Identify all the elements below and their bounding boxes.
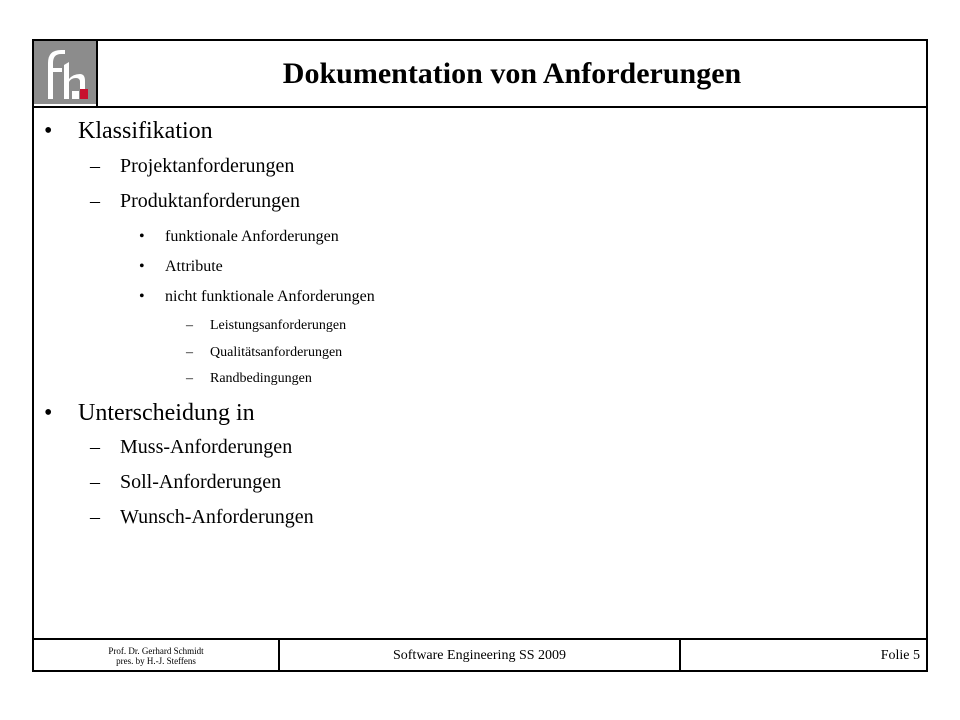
- subitem-label: Produktanforderungen: [120, 190, 300, 212]
- slide-footer: [34, 638, 926, 672]
- level4-qualitaetsanforderungen: [186, 345, 342, 361]
- subitem-projektanforderungen: [90, 155, 294, 178]
- footer-slide-number: Folie 5: [880, 648, 920, 663]
- subsubitem-funktionale: [139, 228, 339, 246]
- subitem-muss: [90, 436, 292, 459]
- dash-marker: –: [186, 345, 193, 360]
- subitem-produktanforderungen: [90, 190, 300, 213]
- footer-author: [34, 640, 280, 672]
- bullet-marker: •: [44, 118, 53, 144]
- subitem-label: Soll-Anforderungen: [120, 471, 282, 493]
- bullet-marker: •: [139, 258, 145, 275]
- subsubitem-label: funktionale Anforderungen: [165, 228, 339, 245]
- dash-marker: –: [90, 190, 100, 212]
- slide-frame: [32, 39, 928, 672]
- subitem-soll: [90, 471, 281, 494]
- dash-marker: –: [90, 436, 100, 458]
- bullet-label: Klassifikation: [78, 118, 213, 144]
- slide-title: Dokumentation von Anforderungen: [282, 56, 742, 90]
- dash-marker: –: [90, 155, 100, 177]
- bullet-marker: •: [139, 228, 145, 245]
- footer-course: Software Engineering SS 2009: [280, 640, 681, 672]
- dash-marker: –: [186, 318, 193, 333]
- footer-author-line2: pres. by H.-J. Steffens: [116, 656, 196, 666]
- level4-label: Randbedingungen: [210, 371, 312, 386]
- level4-leistungsanforderungen: [186, 318, 346, 334]
- fh-logo-icon: [34, 41, 98, 106]
- subitem-label: Projektanforderungen: [120, 155, 295, 177]
- dash-marker: –: [90, 506, 100, 528]
- footer-author-line1: Prof. Dr. Gerhard Schmidt: [108, 646, 204, 656]
- slide-header: [34, 41, 926, 108]
- subitem-label: Wunsch-Anforderungen: [120, 506, 314, 528]
- bullet-marker: •: [139, 288, 145, 305]
- fh-logo-graphic: [34, 41, 96, 104]
- level4-randbedingungen: [186, 371, 312, 387]
- subsubitem-label: Attribute: [165, 258, 223, 275]
- subsubitem-label: nicht funktionale Anforderungen: [165, 288, 375, 305]
- slide-content: [34, 108, 926, 638]
- subitem-label: Muss-Anforderungen: [120, 436, 293, 458]
- subsubitem-attribute: [139, 258, 223, 276]
- subsubitem-nicht-funktionale: [139, 288, 375, 306]
- level4-label: Qualitätsanforderungen: [210, 345, 343, 360]
- bullet-label: Unterscheidung in: [78, 400, 255, 426]
- bullet-marker: •: [44, 400, 53, 426]
- subitem-wunsch: [90, 506, 314, 529]
- dash-marker: –: [90, 471, 100, 493]
- dash-marker: –: [186, 371, 193, 386]
- level4-label: Leistungsanforderungen: [210, 318, 347, 333]
- bullet-unterscheidung: [44, 400, 255, 427]
- bullet-klassifikation: [44, 118, 213, 145]
